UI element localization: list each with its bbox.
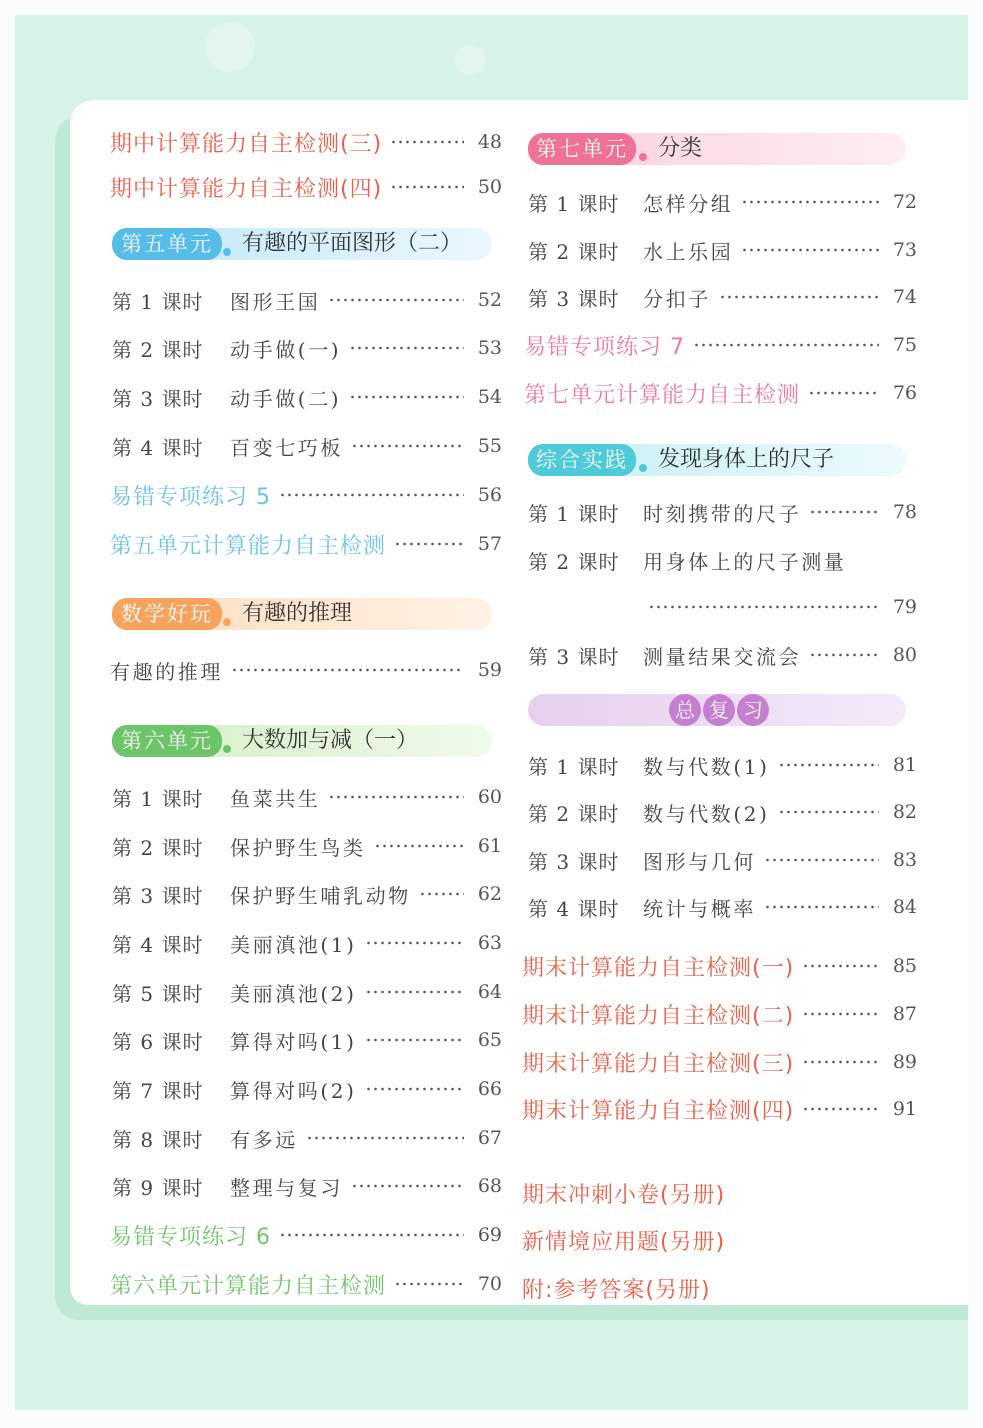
toc-entry-lesson [108, 432, 502, 460]
toc-entry-supplement [520, 1179, 917, 1207]
dot-leader [365, 1037, 464, 1043]
lesson-number: 第 5 课时 [112, 981, 204, 1006]
toc-entry-lesson [108, 1172, 502, 1200]
page-number: 85 [892, 955, 917, 977]
badge-dot [223, 745, 231, 753]
entry-title: 期中计算能力自主检测(四) [110, 176, 383, 202]
page-number: 48 [477, 131, 502, 153]
toc-entry-lesson [108, 1026, 502, 1054]
toc-left-column [108, 0, 502, 1428]
page-number: 74 [892, 286, 917, 308]
section-badge: 综合实践 [528, 444, 636, 476]
lesson-number: 第 6 课时 [112, 1029, 204, 1054]
toc-entry-lesson [520, 236, 917, 264]
entry-title: 第六单元计算能力自主检测 [110, 1273, 387, 1299]
toc-entry-lesson [520, 641, 917, 669]
section-header-unit6 [112, 725, 492, 757]
page-number: 83 [892, 849, 917, 871]
review-badge-char: 复 [703, 694, 735, 726]
section-title: 有趣的平面图形（二） [242, 231, 463, 256]
lesson-title: 用身体上的尺子测量 [643, 549, 847, 574]
toc-entry-lesson [520, 498, 917, 526]
lesson-title: 动手做(二) [230, 386, 342, 411]
page-number: 89 [892, 1051, 917, 1073]
review-badge-char: 习 [737, 694, 769, 726]
dot-leader [349, 394, 464, 400]
toc-entry-final-test [520, 952, 917, 980]
dot-leader [764, 857, 879, 863]
lesson-number: 第 2 课时 [112, 835, 204, 860]
lesson-title: 算得对吗(2) [230, 1078, 357, 1103]
lesson-number: 第 4 课时 [528, 896, 620, 921]
page-number: 62 [477, 883, 502, 905]
entry-title: 新情境应用题(另册) [522, 1229, 726, 1255]
toc-entry-lesson [108, 783, 502, 811]
section-badge: 数学好玩 [112, 598, 222, 630]
section-title: 分类 [658, 136, 703, 161]
entry-title: 期末计算能力自主检测(二) [522, 1003, 795, 1029]
page-number: 57 [477, 533, 502, 555]
lesson-number: 第 2 课时 [112, 337, 204, 362]
toc-entry-lesson [520, 546, 917, 574]
page-number: 82 [892, 801, 917, 823]
lesson-number: 第 1 课时 [528, 754, 620, 779]
lesson-title: 百变七巧板 [230, 435, 343, 460]
lesson-number: 第 1 课时 [528, 501, 620, 526]
dot-leader [741, 247, 878, 253]
dot-leader [349, 345, 464, 351]
toc-entry-midterm-test [108, 128, 502, 156]
dot-leader [778, 809, 879, 815]
page-number: 67 [477, 1127, 502, 1149]
lesson-title: 整理与复习 [230, 1175, 343, 1200]
toc-entry-lesson [520, 188, 917, 216]
dot-leader [764, 904, 879, 910]
lesson-title: 保护野生哺乳动物 [230, 883, 411, 908]
lesson-number: 第 1 课时 [112, 786, 204, 811]
dot-leader [809, 652, 879, 658]
toc-entry-lesson [108, 978, 502, 1006]
lesson-number: 第 3 课时 [528, 849, 620, 874]
lesson-title: 动手做(一) [230, 337, 342, 362]
toc-entry-continuation [520, 593, 917, 621]
dot-leader [365, 989, 464, 995]
toc-entry-lesson [108, 1124, 502, 1152]
page-number: 53 [477, 337, 502, 359]
lesson-title: 怎样分组 [643, 191, 734, 216]
section-title: 大数加与减（一） [242, 728, 419, 753]
page-number: 73 [892, 239, 917, 261]
lesson-number: 第 1 课时 [112, 289, 204, 314]
toc-entry-lesson [520, 283, 917, 311]
dot-leader [279, 492, 464, 498]
section-title: 发现身体上的尺子 [658, 447, 835, 472]
dot-leader [390, 139, 464, 145]
page-number: 65 [477, 1029, 502, 1051]
page-number: 80 [892, 644, 917, 666]
lesson-number: 第 7 课时 [112, 1078, 204, 1103]
page-number: 50 [477, 176, 502, 198]
lesson-title: 数与代数(2) [643, 801, 770, 826]
lesson-title: 图形王国 [230, 289, 321, 314]
lesson-title: 统计与概率 [643, 896, 756, 921]
dot-leader [648, 604, 879, 610]
toc-entry-error-practice [108, 1221, 502, 1249]
badge-dot [223, 618, 231, 626]
toc-entry [108, 656, 502, 684]
dot-leader [809, 509, 879, 515]
page-number: 76 [892, 382, 917, 404]
toc-entry-lesson [108, 286, 502, 314]
badge-dot [639, 153, 647, 161]
page-number: 68 [477, 1175, 502, 1197]
toc-right-column [520, 0, 917, 1428]
toc-entry-lesson [520, 893, 917, 921]
dot-leader [719, 294, 879, 300]
section-badge: 第五单元 [112, 228, 222, 260]
lesson-number: 第 2 课时 [528, 549, 620, 574]
entry-title: 易错专项练习 7 [524, 334, 685, 360]
toc-entry-final-test [520, 1000, 917, 1028]
dot-leader [394, 1281, 464, 1287]
dot-leader [802, 1059, 879, 1065]
dot-leader [328, 297, 463, 303]
lesson-number: 第 3 课时 [112, 883, 204, 908]
page-number: 59 [477, 659, 502, 681]
section-header-unit5 [112, 228, 492, 260]
section-badge: 第六单元 [112, 725, 222, 757]
lesson-number: 第 3 课时 [112, 386, 204, 411]
lesson-number: 第 2 课时 [528, 801, 620, 826]
toc-entry-supplement [520, 1274, 917, 1302]
toc-entry-lesson [520, 846, 917, 874]
entry-title: 期末冲刺小卷(另册) [522, 1182, 726, 1208]
lesson-number: 第 3 课时 [528, 644, 620, 669]
lesson-number: 第 2 课时 [528, 239, 620, 264]
page-number: 75 [892, 334, 917, 356]
section-header-math-fun [112, 598, 492, 630]
dot-leader [394, 541, 464, 547]
toc-entry-lesson [108, 832, 502, 860]
page-number: 66 [477, 1078, 502, 1100]
dot-leader [306, 1135, 464, 1141]
toc-entry-midterm-test [108, 173, 502, 201]
page-number: 87 [892, 1003, 917, 1025]
review-badge-char: 总 [669, 694, 701, 726]
dot-leader [741, 199, 878, 205]
entry-title: 有趣的推理 [110, 659, 223, 684]
lesson-title: 数与代数(1) [643, 754, 770, 779]
lesson-title: 美丽滇池(2) [230, 981, 357, 1006]
entry-title: 期中计算能力自主检测(三) [110, 131, 383, 157]
page-number: 63 [477, 932, 502, 954]
toc-entry-lesson [520, 751, 917, 779]
dot-leader [328, 794, 463, 800]
lesson-title: 时刻携带的尺子 [643, 501, 802, 526]
section-header-unit7 [528, 133, 906, 165]
dot-leader [351, 1183, 464, 1189]
entry-title: 期末计算能力自主检测(一) [522, 955, 795, 981]
lesson-title: 保护野生鸟类 [230, 835, 366, 860]
dot-leader [351, 443, 464, 449]
toc-entry-error-practice [108, 481, 502, 509]
page-number: 55 [477, 435, 502, 457]
dot-leader [231, 667, 464, 673]
entry-title: 易错专项练习 5 [110, 484, 271, 510]
page-number: 56 [477, 484, 502, 506]
lesson-title: 有多远 [230, 1127, 298, 1152]
dot-leader [374, 843, 464, 849]
dot-leader [365, 1086, 464, 1092]
dot-leader [365, 940, 464, 946]
toc-entry-lesson [108, 880, 502, 908]
toc-entry-unit-test [520, 379, 917, 407]
toc-entry-final-test [520, 1095, 917, 1123]
dot-leader [802, 1011, 879, 1017]
lesson-title: 图形与几何 [643, 849, 756, 874]
lesson-number: 第 4 课时 [112, 435, 204, 460]
section-header-practice [528, 444, 906, 476]
page-number: 61 [477, 835, 502, 857]
entry-title: 期末计算能力自主检测(四) [522, 1098, 795, 1124]
page-number: 78 [892, 501, 917, 523]
toc-entry-lesson [108, 383, 502, 411]
lesson-number: 第 9 课时 [112, 1175, 204, 1200]
section-title: 有趣的推理 [242, 601, 353, 626]
dot-leader [693, 342, 879, 348]
lesson-number: 第 8 课时 [112, 1127, 204, 1152]
dot-leader [390, 184, 464, 190]
dot-leader [808, 390, 879, 396]
page-number: 69 [477, 1224, 502, 1246]
toc-entry-lesson [108, 929, 502, 957]
page-number: 60 [477, 786, 502, 808]
lesson-title: 分扣子 [643, 286, 711, 311]
toc-entry-lesson [108, 1075, 502, 1103]
page-number: 70 [477, 1273, 502, 1295]
lesson-number: 第 3 课时 [528, 286, 620, 311]
entry-title: 第七单元计算能力自主检测 [524, 382, 801, 408]
lesson-title: 测量结果交流会 [643, 644, 802, 669]
page-number: 81 [892, 754, 917, 776]
page-number: 79 [892, 596, 917, 618]
entry-title: 第五单元计算能力自主检测 [110, 533, 387, 559]
lesson-title: 美丽滇池(1) [230, 932, 357, 957]
lesson-title: 鱼菜共生 [230, 786, 321, 811]
dot-leader [802, 963, 879, 969]
lesson-title: 算得对吗(1) [230, 1029, 357, 1054]
page-number: 54 [477, 386, 502, 408]
toc-entry-lesson [520, 798, 917, 826]
toc-entry-unit-test [108, 1270, 502, 1298]
toc-entry-unit-test [108, 530, 502, 558]
dot-leader [279, 1232, 464, 1238]
entry-title: 易错专项练习 6 [110, 1224, 271, 1250]
lesson-title: 水上乐园 [643, 239, 734, 264]
page-number: 72 [892, 191, 917, 213]
entry-title: 期末计算能力自主检测(三) [522, 1051, 795, 1077]
toc-entry-lesson [108, 334, 502, 362]
section-badge: 第七单元 [528, 133, 636, 165]
dot-leader [802, 1106, 879, 1112]
page-number: 84 [892, 896, 917, 918]
entry-title: 附:参考答案(另册) [522, 1277, 711, 1303]
dot-leader [419, 891, 464, 897]
section-header-review [528, 694, 906, 726]
dot-leader [778, 762, 879, 768]
toc-entry-supplement [520, 1226, 917, 1254]
lesson-number: 第 1 课时 [528, 191, 620, 216]
badge-dot [639, 464, 647, 472]
page-number: 91 [892, 1098, 917, 1120]
page-number: 64 [477, 981, 502, 1003]
page-number: 52 [477, 289, 502, 311]
lesson-number: 第 4 课时 [112, 932, 204, 957]
toc-entry-error-practice [520, 331, 917, 359]
badge-dot [223, 248, 231, 256]
toc-entry-final-test [520, 1048, 917, 1076]
